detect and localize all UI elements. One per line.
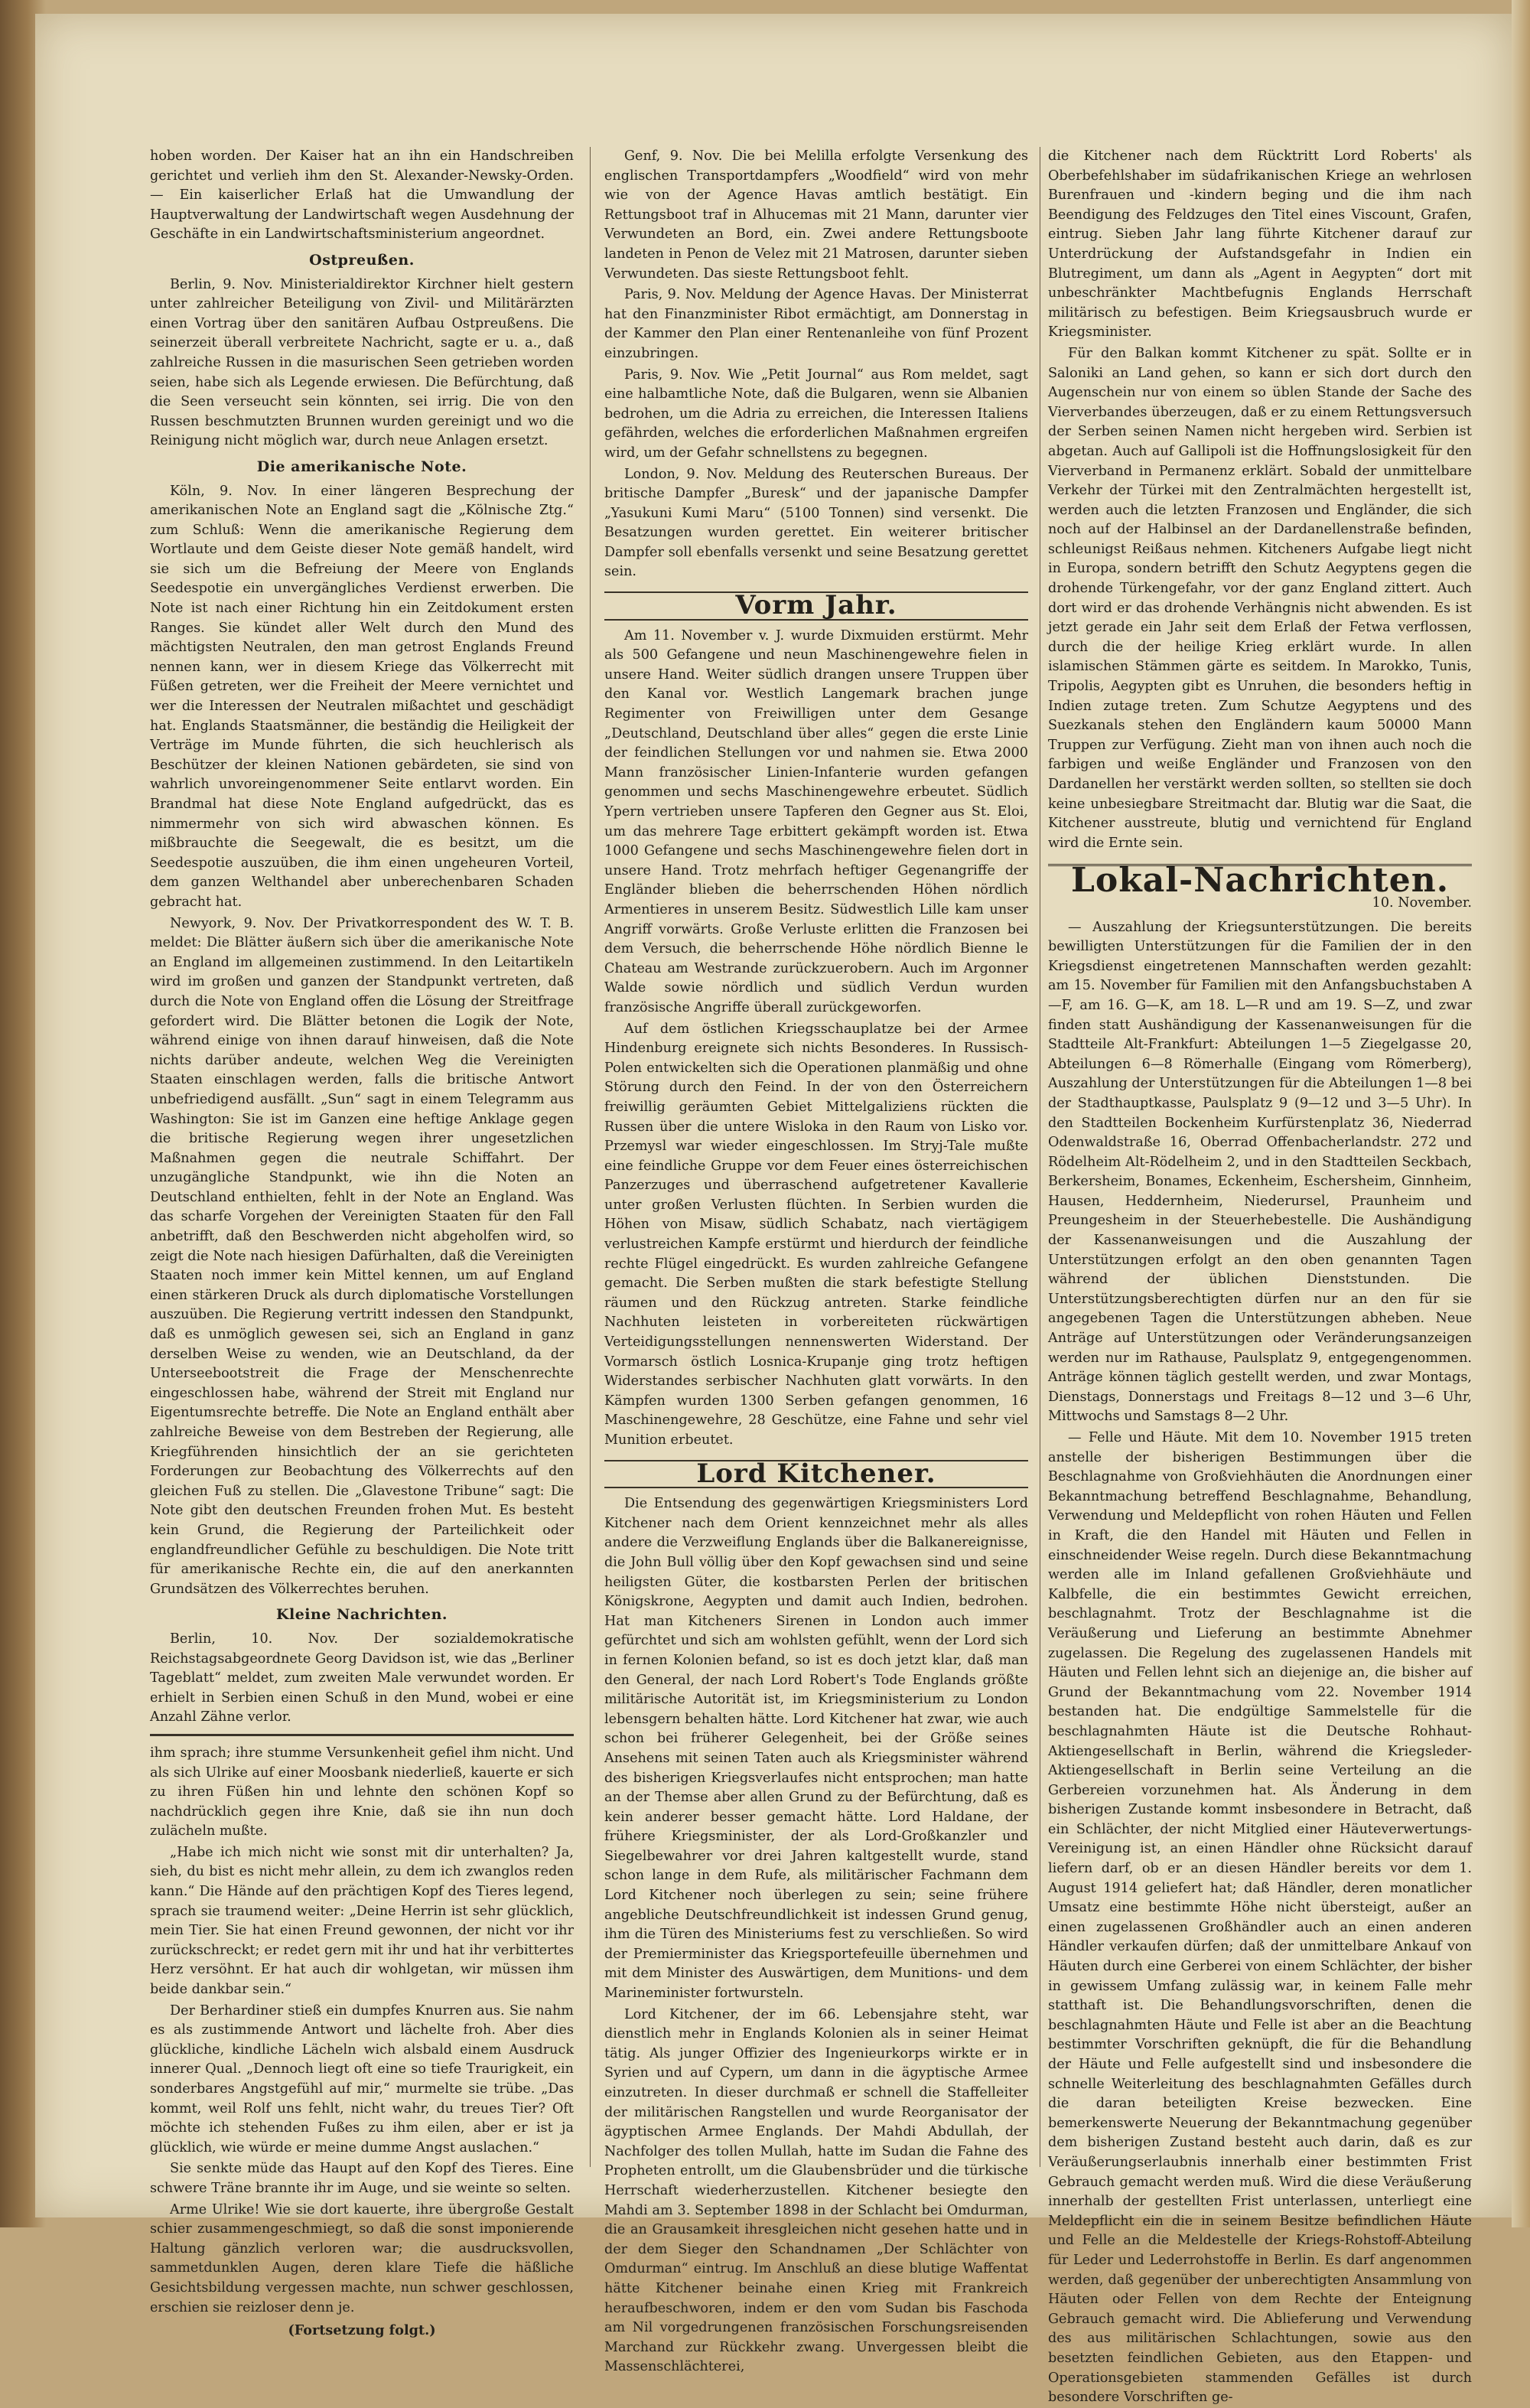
- feuilleton-paragraph: Sie senkte müde das Haupt auf den Kopf des Tieres. Eine schwere Träne brannte ihr im Auge, und sie weinte so selten.: [150, 2161, 574, 2196]
- paragraph: die Kitchener nach dem Rücktritt Lord Roberts' als Oberbefehlshaber im südafrikanischen Kriege an wehrlosen Burenfrauen und -kindern beging und die ihm nach Beendigung des Feldzuges den Titel eines Viscount, Grafen, eintrug. Sieben Jahr lang führte Kitchener darauf zur Unterdrückung der Aufstandsgefahr in Indien ein Blutregiment, um dann als „Agent in Aegypten“ dort mit unbeschränkter Machtbefugnis Englands Herrschaft militärisch zu befestigen. Beim Kriegsausbruch wurde er Kriegsminister.: [1048, 148, 1472, 341]
- heading-ostpreussen: Ostpreußen.: [309, 251, 415, 269]
- heading-lokal-nachrichten: Lokal-Nachrichten.: [1048, 864, 1472, 891]
- paragraph: Lord Kitchener, der im 66. Lebensjahre steht, war dienstlich mehr in Englands Kolonien als in seiner Heimat tätig. Als junger Offizier des Ingenieurkorps wirkte er in Syrien und auf Cypern, um dann in die ägyptische Armee einzutreten. In dieser durchmaß er schnell die Staffelleiter der militärischen Rangstellen und wurde Reorganisator der ägyptischen Armee Englands. Der Mahdi Abdullah, der Nachfolger des tollen Mullah, hatte im Sudan die Fahne des Propheten entrollt, um die Glaubensbrüder und die türkische Herrschaft wiederherzustellen. Kitchener besiegte den Mahdi am 3. September 1898 in der Schlacht bei Omdurman, die an Grausamkeit ihresgleichen nicht gesehen hatte und in der dem Sieger den Schandnamen „Der Schlächter von Omdurman“ eintrug. Im Anschluß an diese blutige Waffentat hätte Kitchener beinahe einen Krieg mit Frankreich heraufbeschworen, indem er den vom Sudan bis Faschoda am Nil vorgedrungenen französischen Forschungsreisenden Marchand zur Rückkehr zwang. Unvergessen bleibt die Massenschlächterei,: [604, 2006, 1028, 2375]
- continuation-note: (Fortsetzung folgt.): [288, 2322, 436, 2339]
- paragraph: Am 11. November v. J. wurde Dixmuiden erstürmt. Mehr als 500 Gefangene und neun Maschinengewehre fielen in unsere Hand. Weiter südlich drangen unsere Truppen über den Kanal vor. Westlich Langemark brachen junge Regimenter von Freiwilligen unter dem Gesange „Deutschland, Deutschland über alles“ gegen die erste Linie der feindlichen Stellungen vor und nahmen sie. Etwa 2000 Mann französischer Linien-Infanterie wurden gefangen genommen und sechs Maschinengewehre erbeutet. Südlich Ypern vertrieben unsere Tapferen den Gegner aus St. Eloi, um das mehrere Tage erbittert gekämpft worden ist. Etwa 1000 Gefangene und sechs Maschinengewehre fielen dort in unsere Hand. Trotz mehrfach heftiger Gegenangriffe der Engländer blieben die beherrschenden Höhen nördlich Armentieres in unserem Besitz. Südwestlich Lille kam unser Angriff vorwärts. Große Verluste erlitten die Franzosen bei dem Versuch, die beherrschende Höhe nördlich Bienne le Chateau am Westrande zurückzuerobern. Auch im Argonner Walde sowie nördlich und südlich Verdun wurden französische Angriffe überall zurückgeworfen.: [604, 627, 1028, 1015]
- feuilleton-paragraph: Arme Ulrike! Wie sie dort kauerte, ihre übergroße Gestalt schier zusammengeschmiegt, so daß die sonst imponierende Haltung gänzlich verloren war; die ausdrucksvollen, sammetdunklen Augen, deren klare Tiefe die häßliche Gesichtsbildung vergessen machte, nun schwer geschlossen, erschien sie reizloser denn je.: [150, 2201, 574, 2315]
- dateline: 10. November.: [1372, 894, 1472, 911]
- feuilleton-paragraph: „Habe ich mich nicht wie sonst mit dir unterhalten? Ja, sieh, du bist es nicht mehr allein, zu dem ich zwanglos reden kann.“ Die Hände auf den prächtigen Kopf des Tieres legend, sprach sie traumend weiter: „Deine Herrin ist sehr glücklich, mein Tier. Sie hat einen Freund gewonnen, der nicht vor ihr zurückschreckt; er redet gern mit ihr und hat ihr verbittertes Herz versöhnt. Er hat auch dir wohlgetan, wir müssen ihm beide dankbar sein.“: [150, 1844, 574, 1998]
- paragraph: Paris, 9. Nov. Wie „Petit Journal“ aus Rom meldet, sagt eine halbamtliche Note, daß die Bulgaren, wenn sie Albanien bedrohen, um die Adria zu erreichen, die Interessen Italiens gefährden, welches die erforderlichen Maßnahmen ergreifen wird, um der Gefahr schnellstens zu begegnen.: [604, 367, 1028, 461]
- paragraph: Köln, 9. Nov. In einer längeren Besprechung der amerikanischen Note an England sagt die „Kölnische Ztg.“ zum Schluß: Wenn die amerikanische Regierung dem Wortlaute und dem Geiste dieser Note gemäß handelt, wird sie sich um die Befreiung der Meere von Englands Seedespotie ein unvergängliches Verdienst erwerben. Die Note ist nach einer Richtung hin ein Zeitdokument ersten Ranges. Sie kündet aller Welt durch den Mund des mächtigsten Neutralen, den man getrost Englands Freund nennen kann, wer in diesem Kriege das Völkerrecht mit Füßen getreten, wer die Freiheit der Meere vernichtet und wer die Interessen der Neutralen mißachtet und geschädigt hat. Englands Staatsmänner, die beständig die Heiligkeit der Verträge im Munde führten, die sich heuchlerisch als Beschützer der kleinen Nationen gebärdeten, sie sind von wahrlich unvoreingenommener Seite entlarvt worden. Ein Brandmal hat diese Note England aufgedrückt, das es nimmermehr von sich wird abwaschen können. Es mißbrauchte die Seegewalt, die es besitzt, um die Seedespotie auszuüben, die ihm einen ungeheuren Vorteil, dem ganzen Welthandel aber unberechenbaren Schaden gebracht hat.: [150, 483, 574, 910]
- column-rule: [590, 147, 591, 2167]
- paragraph: — Auszahlung der Kriegsunterstützungen. Die bereits bewilligten Unterstützungen für die Familien der in den Kriegsdienst eingetretenen Mannschaften werden gezahlt: am 15. November für Familien mit den Anfangsbuchstaben A—F, am 16. G—K, am 18. L—R und am 19. S—Z, und zwar finden statt Aushändigung der Kassenanweisungen für die Stadtteile Alt-Frankfurt: Abteilungen 1—5 Ziegelgasse 20, Abteilungen 6—8 Römerhalle (Eingang vom Römerberg), Auszahlung der Unterstützungen für die Abteilungen 1—8 bei der Stadthauptkasse, Paulsplatz 9 (9—12 und 3—5 Uhr). In den Stadtteilen Bockenheim Kurfürstenplatz 36, Niederrad Odenwaldstraße 16, Oberrad Offenbacherlandstr. 272 und Rödelheim Alt-Rödelheim 2, und in den Stadtteilen Seckbach, Berkersheim, Bonames, Eckenheim, Eschersheim, Ginnheim, Hausen, Heddernheim, Niederursel, Praunheim und Preungesheim in der Steuerhebestelle. Die Aushändigung der Kassenanweisungen und die Auszahlung der Unterstützungen erfolgt an den oben genannten Tagen während der üblichen Dienststunden. Die Unterstützungsberechtigten dürfen nur an den für sie angegebenen Tagen die Unterstützungen abheben. Neue Anträge auf Unterstützungen oder Veränderungsanzeigen werden nur im Rathause, Paulsplatz 9, entgegengenommen. Anträge können täglich gestellt werden, und zwar Montags, Dienstags, Donnerstags und Freitags 8—12 und 3—6 Uhr, Mittwochs und Samstags 8—2 Uhr.: [1048, 919, 1472, 1425]
- column-1: [150, 147, 574, 2339]
- heading-amerikanische-note: Die amerikanische Note.: [256, 458, 467, 475]
- text-columns: [150, 147, 1472, 2406]
- paragraph: hoben worden. Der Kaiser hat an ihn ein Handschreiben gerichtet und verlieh ihm den St. Alexander-Newsky-Orden. — Ein kaiserlicher Erlaß hat die Umwandlung der Hauptverwaltung der Landwirtschaft wegen Ausdehnung der Geschäfte in ein Landwirtschaftsministerium angeordnet.: [150, 148, 574, 243]
- paragraph: Berlin, 10. Nov. Der sozialdemokratische Reichstagsabgeordnete Georg Davidson ist, wie das „Berliner Tageblatt“ meldet, zum zweiten Male verwundet worden. Er erhielt in Serbien einen Schuß in den Mund, wobei er eine Anzahl Zähne verlor.: [150, 1631, 574, 1725]
- paragraph: Newyork, 9. Nov. Der Privatkorrespondent des W. T. B. meldet: Die Blätter äußern sich über die amerikanische Note an England im allgemeinen zustimmend. In den Leitartikeln wird im großen und ganzen der Standpunkt vertreten, daß durch die Note von England offen die Lösung der Streitfrage gefordert wird. Die Blätter betonen die Logik der Note, während einige von ihnen darauf hinweisen, daß die Note nichts darüber andeute, welchen Weg die Vereinigten Staaten einschlagen werden, falls die britische Antwort unbefriedigend ausfällt. „Sun“ sagt in einem Telegramm aus Washington: Sie ist im Ganzen eine heftige Anklage gegen die britische Regierung wegen ihrer ungesetzlichen Maßnahmen gegen die neutrale Schiffahrt. Der unzugängliche Standpunkt, wie ihn die Noten an Deutschland enthielten, fehlt in der Note an England. Was das scharfe Vorgehen der Vereinigten Staaten für den Fall anbetrifft, daß den Beschwerden nicht abgeholfen wird, so zeigt die Note nach hiesigen Dafürhalten, daß die Vereinigten Staaten noch immer kein Mittel kennen, um auf England einen stärkeren Druck als durch diplomatische Vorstellungen auszuüben. Die Regierung vertritt indessen den Standpunkt, daß es unmöglich gewesen sei, sich an England in ganz derselben Weise zu wenden, wie an Deutschland, da der Unterseebootstreit die Frage der Menschenrechte eingeschlossen habe, während der Streit mit England nur Eigentumsrechte betreffe. Die Note an England enthält aber zahlreiche Beweise von dem Bestreben der Regierung, alle Kriegführenden hinsichtlich der an sie gerichteten Forderungen zur Beobachtung des Völkerrechts auf den gleichen Fuß zu stellen. Die „Glavestone Tribune“ sagt: Die Note gibt den deutschen Freunden frohen Mut. Es besteht kein Grund, die Regierung der Parteilichkeit oder englandfreundlicher Gefühle zu beschuldigen. Die Note tritt für amerikanische Rechte ein, die auf den anerkannten Grundsätzen des Völkerrechtes beruhen.: [150, 915, 574, 1597]
- paragraph: Genf, 9. Nov. Die bei Melilla erfolgte Versenkung des englischen Transportdampfers „Woodfield“ wird von mehr wie von der Agence Havas amtlich bestätigt. Ein Rettungsboot traf in Alhucemas mit 21 Mann, darunter vier Verwundeten an Bord, ein. Zwei andere Rettungsboote landeten in Penon de Velez mit 21 Matrosen, darunter sieben Verwundeten. Das sieste Rettungsboot fehlt.: [604, 148, 1028, 282]
- feuilleton-paragraph: Der Berhardiner stieß ein dumpfes Knurren aus. Sie nahm es als zustimmende Antwort und lächelte froh. Aber dies glückliche, kindliche Lächeln wich alsbald einem Ausdruck innerer Qual. „Dennoch liegt oft eine so tiefe Traurigkeit, ein sonderbares Angstgefühl auf mir,“ murmelte sie trübe. „Das kommt, weil Rolf uns fehlt, nicht wahr, du treues Tier? Oft möchte ich stehenden Fußes zu ihm eilen, aber er ist ja glücklich, wie würde er meine dumme Angst auslachen.“: [150, 2002, 574, 2155]
- page-edge: [1512, 0, 1530, 2227]
- paragraph: Die Entsendung des gegenwärtigen Kriegsministers Lord Kitchener nach dem Orient kennzeichnet mehr als alles andere die Verzweiflung Englands über die Balkanereignisse, die John Bull völlig über den Kopf gewachsen sind und seine heiligsten Güter, die kostbarsten Perlen der britischen Königskrone, Aegypten und damit auch Indien, bedrohen. Hat man Kitcheners Sirenen in London auch immer gefürchtet und sich am wohlsten gefühlt, wenn der Lord sich in fernen Kolonien befand, so ist es doch jetzt klar, daß man den General, der nach Lord Robert's Tode Englands größte militärische Autorität ist, im Kriegsministerium zu London lebensgern behalten hätte. Lord Kitchener hat zwar, wie auch schon bei früherer Gelegenheit, bei der Größe seines Ansehens mit seinen Taten auch als Kriegsminister während des bisherigen Kriegsverlaufes nicht entsprochen; man hatte an der Themse aber allen Grund zu der Befürchtung, daß es kein anderer besser gemacht hätte. Lord Haldane, der frühere Kriegsminister, der als Lord-Großkanzler und Siegelbewahrer vor drei Jahren kaltgestellt wurde, stand schon lange in dem Rufe, als militärischer Fachmann dem Lord Kitchener noch überlegen zu sein; seine frühere angebliche Deutschfreundlichkeit ist indessen Grund genug, ihm die Türen des Ministeriums fest zu verschließen. So wird der Premierminister das Kriegsportefeuille übernehmen und mit dem Minister des Auswärtigen, dem Munitions- und dem Marineminister fortwursteln.: [604, 1496, 1028, 2002]
- feuilleton-paragraph: ihm sprach; ihre stumme Versunkenheit gefiel ihm nicht. Und als sich Ulrike auf einer Moosbank niederließ, kauerte er sich zu ihren Füßen hin und lehnte den schönen Kopf so nachdrücklich gegen ihre Knie, daß sie ihn nun doch zulächeln mußte.: [150, 1745, 574, 1839]
- column-2: [604, 147, 1028, 2375]
- paragraph: Auf dem östlichen Kriegsschauplatze bei der Armee Hindenburg ereignete sich nichts Besonderes. In Russisch-Polen entwickelten sich die Operationen planmäßig und ohne Störung durch den Feind. In der von den Österreichern freiwillig geräumten Gebiet Mittelgaliziens rückten die Russen über die untere Wisloka in den Raum von Lisko vor. Przemysl war wieder eingeschlossen. Im Stryj-Tale mußte eine feindliche Gruppe vor dem Feuer eines österreichischen Panzerzuges und überraschend aufgetretener Kavallerie unter großen Verlusten flüchten. In Serbien wurden die Höhen von Misaw, südlich Schabatz, nach viertägigem verlustreichen Kampfe erstürmt und hierdurch der feindliche rechte Flügel eingedrückt. Es wurden zahlreiche Gefangene gemacht. Die Serben mußten die stark befestigte Stellung räumen und den Rückzug antreten. Starke feindliche Nachhuten leisteten in vorbereiteten rückwärtigen Verteidigungsstellungen nennenswerten Widerstand. Der Vormarsch östlich Losnica-Krupanje ging trotz heftigen Widerstandes serbischer Nachhuten glatt vorwärts. In den Kämpfen wurden 1300 Serben gefangen genommen, 16 Maschinengewehre, 28 Geschütze, eine Fahne und sehr viel Munition erbeutet.: [604, 1021, 1028, 1448]
- paragraph: Berlin, 9. Nov. Ministerialdirektor Kirchner hielt gestern unter zahlreicher Beteiligung von Zivil- und Militärärzten einen Vortrag über den sanitären Aufbau Ostpreußens. Die seinerzeit überall verbreitete Nachricht, sagte er u. a., daß zahlreiche Russen in die masurischen Seen getrieben worden seien, habe sich als Legende erwiesen. Die Befürchtung, daß die Seen verseucht sein könnten, sei irrig. Die von den Russen beschmutzten Brunnen wurden gereinigt und wo die Reinigung nicht möglich war, durch neue Anlagen ersetzt.: [150, 276, 574, 449]
- heading-vorm-jahr: Vorm Jahr.: [604, 591, 1028, 621]
- paragraph: Paris, 9. Nov. Meldung der Agence Havas. Der Ministerrat hat den Finanzminister Ribot ermächtigt, am Donnerstag in der Kammer den Plan einer Rentenanleihe von fünf Prozent einzubringen.: [604, 287, 1028, 361]
- heading-lord-kitchener: Lord Kitchener.: [604, 1460, 1028, 1489]
- paragraph: Für den Balkan kommt Kitchener zu spät. Sollte er in Saloniki an Land gehen, so kann er sich dort durch den Augenschein nur von einem so üblen Stande der Sache des Vierverbandes überzeugen, daß er zu einem Rettungsversuch der Serben seinen Namen nicht hergeben wird. Serbien ist abgetan. Auch auf Gallipoli ist die Hoffnungslosigkeit für den Vierverband in Permanenz erklärt. Sobald der unmittelbare Verkehr der Türkei mit den Zentralmächten hergestellt ist, werden auch die letzten Franzosen und Engländer, die sich noch auf der Halbinsel an der Dardanellenstraße befinden, schleunigst Reißaus nehmen. Kitcheners Aufgabe liegt nicht in Europa, sondern betrifft den Schutz Aegyptens gegen die drohende Türkengefahr, vor der ganz England zittert. Auch dort wird er das drohende Verhängnis nicht abwenden. Es ist jetzt gerade ein Jahr seit dem Erlaß der Fetwa verflossen, durch die der heilige Krieg erklärt wurde. In allen islamischen Stämmen gärte es seitdem. In Marokko, Tunis, Tripolis, Aegypten gibt es Unruhen, die besonders heftig in Indien zutage treten. Zum Schutze Aegyptens und des Suezkanals stehen den Engländern kaum 50000 Mann Truppen zur Verfügung. Zieht man von ihnen auch noch die farbigen und weiße Engländer und Franzosen von den Dardanellen her verstärkt werden sollten, so stellten sie doch keine unbesiegbare Streitmacht dar. Blutig war die Saat, die Kitchener ausstreute, blutig und vernichtend für England wird die Ernte sein.: [1048, 345, 1472, 851]
- column-3: [1048, 147, 1472, 2406]
- heading-kleine-nachrichten: Kleine Nachrichten.: [275, 1606, 448, 1624]
- feuilleton-divider: [150, 1734, 574, 1736]
- paragraph: London, 9. Nov. Meldung des Reuterschen Bureaus. Der britische Dampfer „Buresk“ und der japanische Dampfer „Yasukuni Kumi Maru“ (5100 Tonnen) sind versenkt. Die Besatzungen wurden gerettet. Ein weiterer britischer Dampfer soll ebenfalls versenkt und seine Besatzung gerettet sein.: [604, 466, 1028, 580]
- paragraph: — Felle und Häute. Mit dem 10. November 1915 treten anstelle der bisherigen Bestimmungen über die Beschlagnahme von Großviehhäuten die Anordnungen einer Bekanntmachung betreffend Beschlagnahme, Behandlung, Verwendung und Meldepflicht von rohen Häuten und Fellen in Kraft, die den Handel mit Häuten und Fellen in einschneidender Weise regeln. Durch diese Bekanntmachung werden alle im Inland gefallenen Großviehhäute und Kalbfelle, die ein bestimmtes Gewicht erreichen, beschlagnahmt. Trotz der Beschlagnahme ist die Veräußerung und Lieferung an bestimmte Abnehmer zugelassen. Die Regelung des zugelassenen Handels mit Häuten und Fellen lehnt sich an diejenige an, die bisher auf Grund der Bekanntmachung vom 22. November 1914 bestanden hat. Die endgültige Sammelstelle für die beschlagnahmten Häute ist die Deutsche Rohhaut-Aktiengesellschaft in Berlin, während die Kriegsleder-Aktiengesellschaft in Berlin seine Verteilung an die Gerbereien vorzunehmen hat. Als Änderung in dem bisherigen Zustande kommt insbesondere in Betracht, daß ein Schlächter, der nicht Mitglied einer Häuteverwertungs-Vereinigung ist, an einen Händler ohne Rücksicht darauf liefern darf, ob er an diesen Händler bereits vor dem 1. August 1914 geliefert hat; daß Händler, deren monatlicher Umsatz eine bestimmte Höhe nicht übersteigt, außer an einen zugelassenen Großhändler auch an einen anderen Händler verkaufen dürfen; daß der unmittelbare Ankauf von Häuten durch eine Gerberei von einem Schlächter, der bisher in gewissem Umfang zulässig war, in keinem Falle mehr statthaft ist. Die Behandlungsvorschriften, denen die beschlagnahmten Häute und Felle ist aber an die Beachtung bestimmter Vorschriften geknüpft, die für die Behandlung der Häute und Felle aufgestellt sind und insbesondere die schnelle Weiterleitung des beschlagnahmten Gefälles durch die daran beteiligten Kreise bezwecken. Eine bemerkenswerte Neuerung der Bekanntmachung gegenüber dem bisherigen Zustand besteht auch darin, daß es zur Veräußerungserlaubnis innerhalb einer bestimmten Frist Gebrauch gemacht werden muß. Wird die diese Veräußerung innerhalb der gestellten Frist unterlassen, unterliegt eine Meldepflicht ein die in seinem Besitze befindlichen Häute und Felle an die Meldestelle der Kriegs-Rohstoff-Abteilung für Leder und Lederrohstoffe in Berlin. Es darf angenommen werden, daß gegenüber der unberechtigten Ansammlung von Häuten oder Fellen von dem Rechte der Enteignung Gebrauch gemacht wird. Die Ablieferung und Verwendung des aus militärischen Schlachtungen, sowie aus den besetzten feindlichen Gebieten, aus den Etappen- und Operationsgebieten stammenden Gefälles ist durch besondere Vorschriften ge-: [1048, 1430, 1472, 2406]
